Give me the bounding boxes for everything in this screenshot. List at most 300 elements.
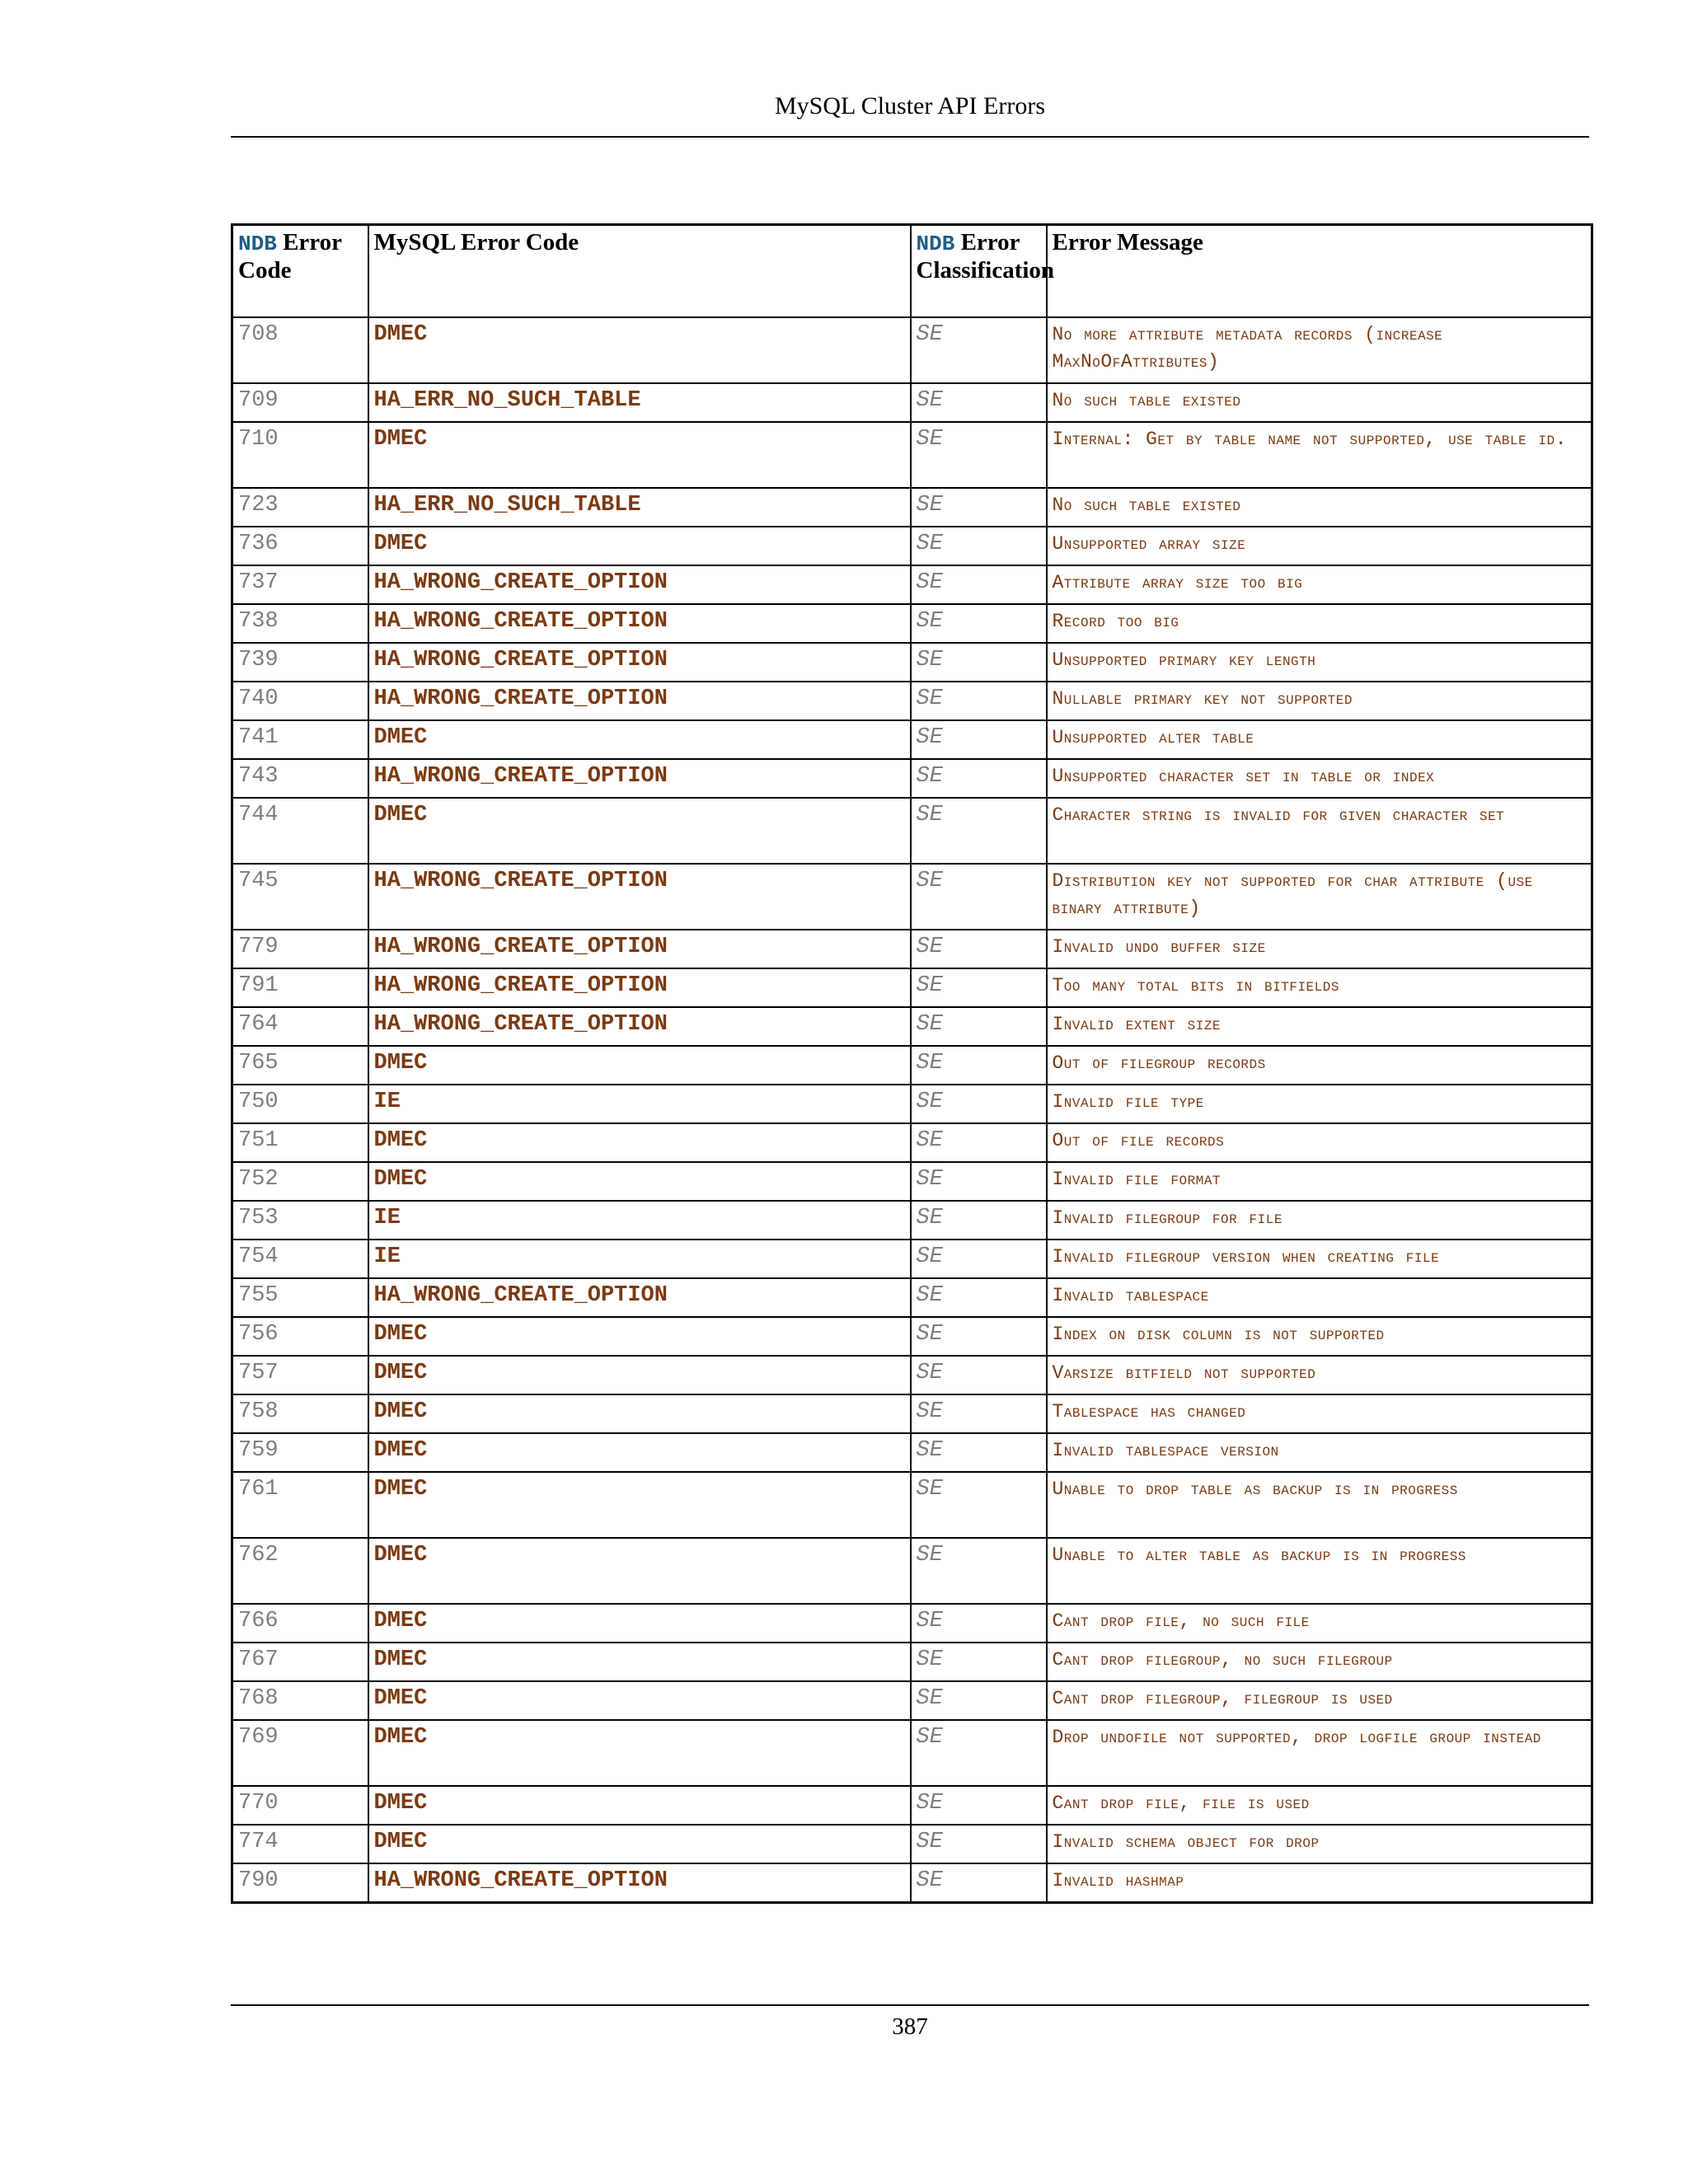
mysql-error-code-text: HA_WRONG_CREATE_OPTION [373,648,668,673]
error-message-cell [1047,798,1592,864]
error-classification-cell [911,1007,1047,1046]
error-message-cell [1047,565,1592,604]
mysql-error-code-text: DMEC [373,1686,428,1711]
error-message-cell [1047,1240,1592,1278]
error-classification-cell [911,1433,1047,1472]
mysql-error-code-cell [368,968,911,1007]
ndb-error-code-text: 739 [238,648,279,673]
error-message-cell [1047,930,1592,968]
error-message-cell [1047,604,1592,643]
error-classification-cell [911,1538,1047,1604]
error-classification-cell [911,1201,1047,1240]
error-classification-cell [911,1317,1047,1356]
ndb-error-code-text: 741 [238,725,279,750]
table-row [232,720,1592,759]
table-row [232,1240,1592,1278]
error-classification-cell [911,1240,1047,1278]
ndb-error-code-text: 709 [238,388,279,413]
table-row [232,1604,1592,1643]
table-row [232,1046,1592,1085]
mysql-error-code-text: DMEC [373,1725,428,1750]
error-classification-cell [911,1643,1047,1681]
error-message-text: Unable to alter table as backup is in progress [1052,1544,1466,1566]
error-classification-text: SE [916,1128,943,1153]
error-table-body [232,317,1592,1903]
error-classification-text: SE [916,764,943,789]
error-message-text: Cant drop filegroup, filegroup is used [1052,1688,1393,1709]
ndb-error-code-cell [232,1720,368,1786]
error-message-cell [1047,968,1592,1007]
page-number: 387 [892,2013,928,2040]
ndb-error-code-cell [232,1201,368,1240]
error-message-text: Varsize bitfield not supported [1052,1362,1316,1384]
mysql-error-code-text: HA_WRONG_CREATE_OPTION [373,1868,668,1893]
table-row [232,1201,1592,1240]
ndb-error-code-cell [232,1681,368,1720]
error-message-cell [1047,317,1592,383]
error-classification-cell [911,1863,1047,1903]
column-header-label: Error Classification [916,229,1055,284]
error-message-text: Character string is invalid for given character set [1052,804,1505,826]
mysql-error-code-cell [368,1240,911,1278]
mysql-error-code-text: DMEC [373,1322,428,1347]
error-classification-text: SE [916,493,943,518]
error-classification-cell [911,1472,1047,1538]
ndb-error-code-cell [232,1472,368,1538]
ndb-error-code-cell [232,1394,368,1433]
error-message-text: Invalid file type [1052,1091,1204,1113]
mysql-error-code-text: IE [373,1206,401,1230]
error-message-text: Unsupported array size [1052,533,1246,555]
ndb-prefix: NDB [238,232,277,256]
ndb-error-code-text: 743 [238,764,279,789]
error-classification-cell [911,759,1047,798]
mysql-error-code-cell [368,1007,911,1046]
table-row [232,488,1592,527]
error-message-text: Invalid extent size [1052,1014,1221,1035]
error-classification-cell [911,1162,1047,1201]
table-row [232,565,1592,604]
mysql-error-code-cell [368,1604,911,1643]
ndb-error-code-text: 774 [238,1830,279,1854]
table-row [232,930,1592,968]
error-classification-text: SE [916,427,943,452]
error-classification-cell [911,682,1047,720]
error-message-text: Drop undofile not supported, drop logfile group instead [1052,1727,1541,1748]
ndb-error-code-text: 723 [238,493,279,518]
ndb-error-code-text: 756 [238,1322,279,1347]
error-classification-cell [911,1356,1047,1394]
error-message-text: No such table existed [1052,390,1241,411]
ndb-error-code-cell [232,1007,368,1046]
mysql-error-code-text: HA_WRONG_CREATE_OPTION [373,869,668,893]
error-message-text: Cant drop file, no such file [1052,1610,1310,1632]
table-row [232,1786,1592,1825]
ndb-error-code-text: 736 [238,532,279,556]
ndb-error-code-cell [232,682,368,720]
mysql-error-code-text: DMEC [373,803,428,827]
mysql-error-code-cell [368,930,911,968]
ndb-error-code-cell [232,720,368,759]
ndb-error-code-cell [232,565,368,604]
error-classification-text: SE [916,869,943,893]
mysql-error-code-text: HA_WRONG_CREATE_OPTION [373,687,668,711]
mysql-error-code-text: HA_WRONG_CREATE_OPTION [373,1012,668,1037]
ndb-error-code-cell [232,1240,368,1278]
mysql-error-code-cell [368,1720,911,1786]
error-classification-text: SE [916,1206,943,1230]
ndb-error-code-cell [232,798,368,864]
ndb-prefix: NDB [916,232,955,256]
mysql-error-code-cell [368,383,911,422]
table-row [232,864,1592,930]
error-message-text: Index on disk column is not supported [1052,1324,1385,1345]
error-message-text: Invalid undo buffer size [1052,936,1266,958]
error-message-cell [1047,1278,1592,1317]
error-message-cell [1047,1433,1592,1472]
table-row [232,1681,1592,1720]
mysql-error-code-text: DMEC [373,1477,428,1502]
error-classification-text: SE [916,725,943,750]
error-classification-text: SE [916,648,943,673]
error-classification-text: SE [916,1322,943,1347]
mysql-error-code-cell [368,1317,911,1356]
error-message-cell [1047,422,1592,488]
error-message-text: Invalid filegroup for file [1052,1207,1282,1229]
error-classification-text: SE [916,1791,943,1816]
error-message-text: Unable to drop table as backup is in progress [1052,1479,1458,1500]
error-classification-cell [911,1046,1047,1085]
table-row [232,317,1592,383]
error-classification-cell [911,1085,1047,1123]
column-header-classification [911,225,1055,318]
ndb-error-code-cell [232,968,368,1007]
table-row [232,968,1592,1007]
error-classification-text: SE [916,570,943,595]
mysql-error-code-cell [368,1433,911,1472]
error-message-text: Out of file records [1052,1130,1225,1151]
error-classification-cell [911,1825,1047,1863]
mysql-error-code-cell [368,864,911,930]
error-classification-text: SE [916,1868,943,1893]
mysql-error-code-text: DMEC [373,725,428,750]
error-classification-cell [911,720,1047,759]
error-message-cell [1047,1863,1592,1903]
ndb-error-code-cell [232,1604,368,1643]
ndb-error-code-cell [232,422,368,488]
ndb-error-code-text: 710 [238,427,279,452]
ndb-error-code-text: 779 [238,935,279,959]
error-classification-text: SE [916,1167,943,1192]
ndb-error-code-text: 755 [238,1283,279,1308]
table-row [232,1720,1592,1786]
error-classification-text: SE [916,1477,943,1502]
ndb-error-code-text: 752 [238,1167,279,1192]
error-message-cell [1047,383,1592,422]
error-classification-text: SE [916,1051,943,1076]
error-message-text: Invalid schema object for drop [1052,1831,1320,1853]
table-row [232,1123,1592,1162]
mysql-error-code-text: DMEC [373,1830,428,1854]
ndb-error-code-cell [232,1863,368,1903]
ndb-error-code-text: 770 [238,1791,279,1816]
mysql-error-code-cell [368,1681,911,1720]
error-classification-text: SE [916,1244,943,1269]
mysql-error-code-cell [368,1538,911,1604]
column-header-label: MySQL Error Code [373,229,579,255]
error-classification-cell [911,1394,1047,1433]
table-row [232,1643,1592,1681]
ndb-error-code-text: 753 [238,1206,279,1230]
error-classification-text: SE [916,1830,943,1854]
column-header-mysql-code [368,225,911,318]
ndb-error-code-cell [232,317,368,383]
mysql-error-code-cell [368,1201,911,1240]
error-message-cell [1047,1317,1592,1356]
error-message-cell [1047,1201,1592,1240]
mysql-error-code-cell [368,1394,911,1433]
error-classification-text: SE [916,1283,943,1308]
ndb-error-code-text: 708 [238,322,279,347]
error-classification-text: SE [916,973,943,998]
error-classification-cell [911,565,1047,604]
error-message-text: Invalid tablespace [1052,1285,1209,1306]
mysql-error-code-cell [368,527,911,565]
mysql-error-code-text: HA_ERR_NO_SUCH_TABLE [373,493,641,518]
mysql-error-code-cell [368,1123,911,1162]
table-row [232,1863,1592,1903]
mysql-error-code-cell [368,1085,911,1123]
error-message-cell [1047,1085,1592,1123]
ndb-error-code-cell [232,1085,368,1123]
error-message-text: Cant drop filegroup, no such filegroup [1052,1649,1393,1671]
table-row [232,604,1592,643]
mysql-error-code-cell [368,1786,911,1825]
ndb-error-code-cell [232,1356,368,1394]
mysql-error-code-cell [368,1162,911,1201]
error-classification-cell [911,1786,1047,1825]
mysql-error-code-text: DMEC [373,1399,428,1424]
table-row [232,1394,1592,1433]
error-message-text: Cant drop file, file is used [1052,1793,1310,1814]
mysql-error-code-cell [368,1046,911,1085]
ndb-error-code-text: 765 [238,1051,279,1076]
error-message-text: Too many total bits in bitfields [1052,975,1339,996]
error-message-cell [1047,1604,1592,1643]
table-row [232,383,1592,422]
footer-divider [231,2004,1589,2006]
error-message-cell [1047,864,1592,930]
mysql-error-code-text: DMEC [373,1438,428,1463]
ndb-error-code-text: 767 [238,1647,279,1672]
error-message-cell [1047,1472,1592,1538]
error-message-text: Invalid filegroup version when creating file [1052,1246,1440,1268]
table-row [232,1085,1592,1123]
table-row [232,643,1592,682]
mysql-error-code-cell [368,1356,911,1394]
page-header-title: MySQL Cluster API Errors [774,92,1046,120]
table-row [232,1162,1592,1201]
error-classification-cell [911,1278,1047,1317]
table-row [232,1472,1592,1538]
ndb-error-code-text: 745 [238,869,279,893]
ndb-error-code-cell [232,864,368,930]
error-message-cell [1047,1394,1592,1433]
table-row [232,1007,1592,1046]
error-classification-text: SE [916,609,943,634]
ndb-error-code-text: 790 [238,1868,279,1893]
mysql-error-code-text: DMEC [373,1167,428,1192]
error-classification-text: SE [916,1725,943,1750]
error-classification-text: SE [916,322,943,347]
error-classification-text: SE [916,687,943,711]
mysql-error-code-text: HA_WRONG_CREATE_OPTION [373,935,668,959]
error-classification-text: SE [916,388,943,413]
error-classification-text: SE [916,1647,943,1672]
error-classification-cell [911,1123,1047,1162]
ndb-error-code-text: 740 [238,687,279,711]
table-row [232,798,1592,864]
ndb-error-code-cell [232,527,368,565]
error-message-cell [1047,1681,1592,1720]
mysql-error-code-text: DMEC [373,1051,428,1076]
error-message-text: Unsupported primary key length [1052,649,1316,671]
error-classification-text: SE [916,532,943,556]
mysql-error-code-cell [368,643,911,682]
error-message-cell [1047,643,1592,682]
error-message-cell [1047,1356,1592,1394]
ndb-error-code-text: 766 [238,1609,279,1633]
mysql-error-code-text: DMEC [373,322,428,347]
error-classification-text: SE [916,1686,943,1711]
ndb-error-code-text: 754 [238,1244,279,1269]
mysql-error-code-cell [368,317,911,383]
error-message-cell [1047,682,1592,720]
table-row [232,422,1592,488]
mysql-error-code-text: DMEC [373,427,428,452]
ndb-error-code-cell [232,930,368,968]
error-classification-cell [911,1604,1047,1643]
error-classification-cell [911,968,1047,1007]
error-message-cell [1047,720,1592,759]
mysql-error-code-text: DMEC [373,532,428,556]
error-message-cell [1047,1007,1592,1046]
error-message-text: Invalid hashmap [1052,1870,1184,1891]
error-classification-cell [911,798,1047,864]
ndb-error-code-text: 768 [238,1686,279,1711]
error-message-text: Invalid file format [1052,1169,1221,1190]
ndb-error-code-cell [232,1123,368,1162]
table-row [232,682,1592,720]
mysql-error-code-text: DMEC [373,1543,428,1568]
ndb-error-code-cell [232,1538,368,1604]
ndb-error-code-text: 757 [238,1361,279,1385]
error-message-text: Internal: Get by table name not supported, use table id. [1052,429,1567,450]
error-message-cell [1047,1720,1592,1786]
error-classification-text: SE [916,935,943,959]
error-classification-text: SE [916,1543,943,1568]
ndb-error-code-cell [232,604,368,643]
mysql-error-code-cell [368,604,911,643]
ndb-error-code-text: 751 [238,1128,279,1153]
error-classification-text: SE [916,1609,943,1633]
mysql-error-code-text: DMEC [373,1647,428,1672]
error-message-text: Nullable primary key not supported [1052,688,1353,710]
mysql-error-code-cell [368,565,911,604]
error-message-text: Distribution key not supported for char attribute (use binary attribute) [1052,870,1533,919]
error-classification-text: SE [916,1012,943,1037]
mysql-error-code-cell [368,1643,911,1681]
ndb-error-code-cell [232,1786,368,1825]
ndb-error-code-text: 744 [238,803,279,827]
table-row [232,1825,1592,1863]
error-classification-cell [911,1720,1047,1786]
ndb-error-code-cell [232,1825,368,1863]
ndb-error-code-cell [232,1162,368,1201]
mysql-error-code-cell [368,1863,911,1903]
mysql-error-code-text: HA_WRONG_CREATE_OPTION [373,609,668,634]
error-table-header [232,225,1592,318]
ndb-error-code-cell [232,383,368,422]
error-message-cell [1047,1643,1592,1681]
mysql-error-code-text: HA_WRONG_CREATE_OPTION [373,1283,668,1308]
mysql-error-code-text: DMEC [373,1609,428,1633]
error-message-text: Unsupported character set in table or index [1052,766,1435,787]
ndb-error-code-cell [232,1046,368,1085]
ndb-error-code-cell [232,1643,368,1681]
error-message-cell [1047,1046,1592,1085]
table-row [232,1356,1592,1394]
error-message-cell [1047,488,1592,527]
ndb-error-code-text: 791 [238,973,279,998]
mysql-error-code-text: HA_WRONG_CREATE_OPTION [373,973,668,998]
mysql-error-code-text: DMEC [373,1791,428,1816]
ndb-error-code-text: 758 [238,1399,279,1424]
ndb-error-code-text: 737 [238,570,279,595]
header-row [232,225,1592,318]
mysql-error-code-text: DMEC [373,1128,428,1153]
ndb-error-code-cell [232,759,368,798]
error-classification-cell [911,527,1047,565]
error-message-cell [1047,1786,1592,1825]
ndb-error-code-text: 762 [238,1543,279,1568]
mysql-error-code-cell [368,759,911,798]
table-row [232,759,1592,798]
ndb-error-code-text: 759 [238,1438,279,1463]
mysql-error-code-cell [368,1278,911,1317]
error-message-cell [1047,759,1592,798]
ndb-error-code-text: 750 [238,1090,279,1114]
error-classification-cell [911,383,1047,422]
table-row [232,1278,1592,1317]
error-table [231,223,1593,1904]
error-message-cell [1047,1538,1592,1604]
column-header-label: Error Code [238,229,342,284]
ndb-error-code-text: 769 [238,1725,279,1750]
error-message-text: Tablespace has changed [1052,1401,1246,1422]
mysql-error-code-text: IE [373,1090,401,1114]
mysql-error-code-cell [368,422,911,488]
column-header-ndb-code [232,225,368,318]
mysql-error-code-cell [368,682,911,720]
error-message-text: No such table existed [1052,494,1241,516]
error-message-text: No more attribute metadata records (increase MaxNoOfAttributes) [1052,324,1443,373]
error-message-text: Unsupported alter table [1052,727,1254,748]
column-header-label: Error Message [1052,229,1203,255]
error-classification-text: SE [916,1438,943,1463]
table-row [232,1317,1592,1356]
error-message-text: Attribute array size too big [1052,572,1303,593]
